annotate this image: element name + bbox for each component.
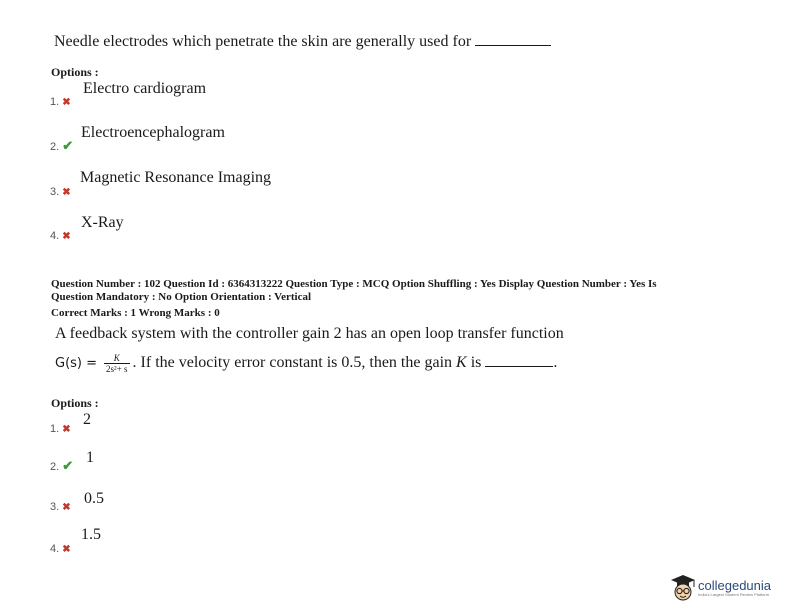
cross-icon: ✖ xyxy=(62,502,71,513)
q2-marks: Correct Marks : 1 Wrong Marks : 0 xyxy=(51,307,220,319)
q1-option-2-text: Electroencephalogram xyxy=(81,124,225,141)
option-number: 3. xyxy=(50,186,60,198)
gain-variable: K xyxy=(456,354,467,372)
cross-icon: ✖ xyxy=(62,97,71,108)
q1-option-2-marker xyxy=(50,137,73,155)
q2-question-is: is xyxy=(470,354,482,372)
q2-question-period: . xyxy=(553,354,558,372)
option-number: 3. xyxy=(50,501,60,513)
check-icon: ✔ xyxy=(62,458,74,473)
option-number: 4. xyxy=(50,230,60,242)
answer-blank xyxy=(485,366,553,367)
option-number: 4. xyxy=(50,543,60,555)
q2-option-1-text: 2 xyxy=(83,411,91,428)
q1-option-4-marker xyxy=(50,226,71,244)
cross-icon: ✖ xyxy=(62,544,71,555)
q2-options-label: Options : xyxy=(51,396,99,410)
q2-option-2-text: 1 xyxy=(86,449,94,466)
q2-option-2-marker xyxy=(50,457,73,475)
option-number: 2. xyxy=(50,141,60,153)
q2-meta-line-2: Question Mandatory : No Option Orientation : Vertical xyxy=(51,291,312,303)
q2-option-4-text: 1.5 xyxy=(81,526,101,543)
collegedunia-logo xyxy=(670,574,771,602)
q2-question-text: . If the velocity error constant is 0.5, then the gain xyxy=(132,354,453,372)
q2-option-3-marker xyxy=(50,497,71,515)
option-number: 1. xyxy=(50,96,60,108)
transfer-function-lhs: G(s) = xyxy=(55,356,98,372)
q1-question-label: Needle electrodes which penetrate the skin are generally used for xyxy=(54,33,472,50)
q1-option-3-text: Magnetic Resonance Imaging xyxy=(80,169,272,186)
q1-question-text xyxy=(54,33,551,51)
logo-brand-text: collegedunia xyxy=(698,577,772,593)
fraction-numerator: K xyxy=(104,353,130,364)
option-number: 1. xyxy=(50,423,60,435)
q1-option-1-marker xyxy=(50,92,71,110)
q2-option-1-marker xyxy=(50,419,71,437)
cross-icon: ✖ xyxy=(62,231,71,242)
q2-question-line-2 xyxy=(55,353,557,374)
q1-option-3-marker xyxy=(50,182,71,200)
q1-options-label: Options : xyxy=(51,65,99,79)
logo-tagline: India's Largest Student Review Platform xyxy=(698,591,770,597)
q2-option-4-marker xyxy=(50,539,71,557)
answer-blank xyxy=(475,45,551,46)
graduate-mascot-icon xyxy=(670,574,696,602)
cross-icon: ✖ xyxy=(62,187,71,198)
q2-question-line-1: A feedback system with the controller gain 2 has an open loop transfer function xyxy=(55,325,564,342)
q1-option-4-text: X-Ray xyxy=(81,214,124,231)
q2-option-3-text: 0.5 xyxy=(84,490,104,507)
fraction-denominator: 2s²+ s xyxy=(106,364,128,374)
q1-option-1-text: Electro cardiogram xyxy=(83,80,207,97)
transfer-function-fraction xyxy=(104,353,130,374)
check-icon: ✔ xyxy=(62,138,74,153)
option-number: 2. xyxy=(50,461,60,473)
cross-icon: ✖ xyxy=(62,424,71,435)
q2-meta-line-1: Question Number : 102 Question Id : 6364313222 Question Type : MCQ Option Shuffling : Yes Display Question Number : Yes Is xyxy=(51,278,657,290)
